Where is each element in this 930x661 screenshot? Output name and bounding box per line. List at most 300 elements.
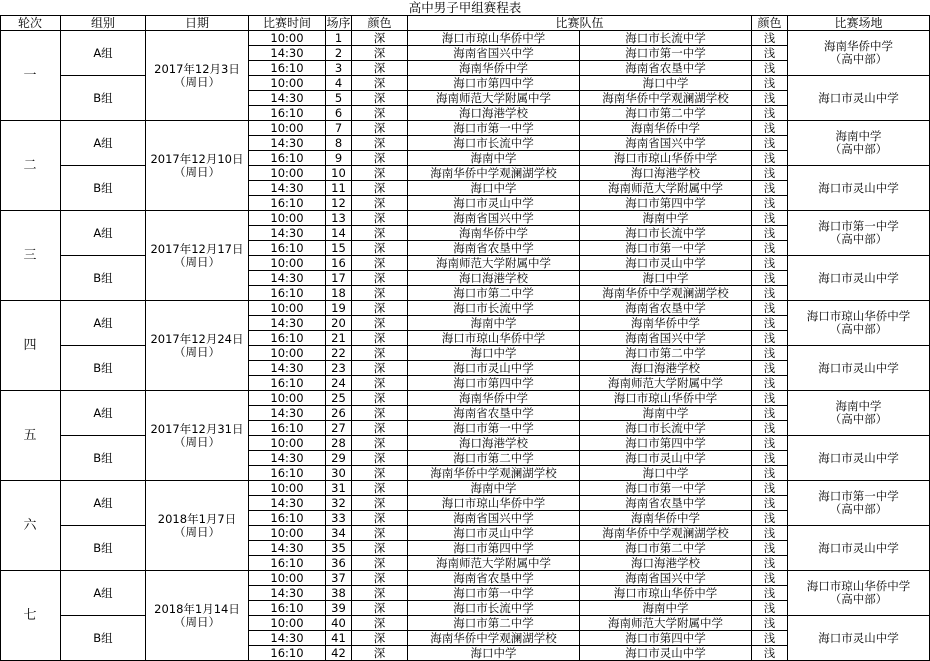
match-color-home: 深 — [352, 181, 408, 196]
match-away-team: 海南省国兴中学 — [580, 331, 752, 346]
match-color-home: 深 — [352, 631, 408, 646]
match-color-away: 浅 — [752, 61, 788, 76]
match-color-away: 浅 — [752, 376, 788, 391]
match-color-away: 浅 — [752, 436, 788, 451]
match-away-team: 海南中学 — [580, 406, 752, 421]
venue-cell — [788, 301, 930, 346]
match-color-away: 浅 — [752, 271, 788, 286]
match-color-away: 浅 — [752, 181, 788, 196]
match-no: 14 — [326, 226, 352, 241]
venue-cell — [788, 616, 930, 661]
venue-cell-line: 海南华侨中学 — [824, 39, 893, 53]
match-home-team: 海口市第一中学 — [408, 121, 580, 136]
match-color-away: 浅 — [752, 391, 788, 406]
match-no: 8 — [326, 136, 352, 151]
round-date — [146, 121, 249, 211]
match-color-home: 深 — [352, 616, 408, 631]
match-home-team: 海南师范大学附属中学 — [408, 91, 580, 106]
match-no: 10 — [326, 166, 352, 181]
match-no: 37 — [326, 571, 352, 586]
match-away-team: 海南华侨中学观澜湖学校 — [580, 286, 752, 301]
match-no: 19 — [326, 301, 352, 316]
match-color-away: 浅 — [752, 331, 788, 346]
match-color-home: 深 — [352, 571, 408, 586]
match-color-home: 深 — [352, 166, 408, 181]
match-time: 16:10 — [249, 466, 326, 481]
match-no: 28 — [326, 436, 352, 451]
match-no: 34 — [326, 526, 352, 541]
venue-cell-line: 海口市灵山中学 — [818, 360, 899, 375]
venue-cell-line: 海口市第一中学 — [818, 489, 899, 503]
match-time: 16:10 — [249, 196, 326, 211]
match-color-home: 深 — [352, 316, 408, 331]
match-no: 5 — [326, 91, 352, 106]
match-home-team: 海南中学 — [408, 151, 580, 166]
match-away-team: 海口市第四中学 — [580, 436, 752, 451]
group-label: A组 — [61, 31, 146, 76]
match-time: 10:00 — [249, 571, 326, 586]
match-color-home: 深 — [352, 406, 408, 421]
match-time: 10:00 — [249, 481, 326, 496]
match-color-home: 深 — [352, 646, 408, 661]
match-time: 16:10 — [249, 106, 326, 121]
round-label: 二 — [0, 121, 61, 211]
venue-cell-line: 海口市灵山中学 — [818, 90, 899, 105]
match-time: 16:10 — [249, 556, 326, 571]
match-no: 39 — [326, 601, 352, 616]
match-away-team: 海南华侨中学观澜湖学校 — [580, 91, 752, 106]
match-no: 13 — [326, 211, 352, 226]
round-date — [146, 481, 249, 571]
match-home-team: 海口市第四中学 — [408, 76, 580, 91]
match-away-team: 海口市第二中学 — [580, 541, 752, 556]
match-color-away: 浅 — [752, 346, 788, 361]
match-home-team: 海口海港学校 — [408, 106, 580, 121]
venue-cell-line: （高中部） — [829, 592, 888, 606]
match-home-team: 海口市第二中学 — [408, 286, 580, 301]
venue-cell — [788, 31, 930, 76]
match-no: 17 — [326, 271, 352, 286]
match-home-team: 海口市灵山中学 — [408, 526, 580, 541]
venue-cell — [788, 526, 930, 571]
venue-cell-line: （高中部） — [829, 52, 888, 66]
match-away-team: 海口市第二中学 — [580, 106, 752, 121]
match-color-away: 浅 — [752, 466, 788, 481]
group-label: A组 — [61, 301, 146, 346]
match-away-team: 海口中学 — [580, 76, 752, 91]
header-time: 比赛时间 — [249, 16, 326, 31]
match-home-team: 海口中学 — [408, 646, 580, 661]
group-label: B组 — [61, 346, 146, 391]
match-color-home: 深 — [352, 61, 408, 76]
match-away-team: 海口市第一中学 — [580, 46, 752, 61]
match-color-away: 浅 — [752, 256, 788, 271]
match-time: 10:00 — [249, 346, 326, 361]
match-time: 14:30 — [249, 181, 326, 196]
table-left-border — [0, 16, 1, 660]
match-no: 42 — [326, 646, 352, 661]
match-time: 10:00 — [249, 256, 326, 271]
match-away-team: 海口市琼山华侨中学 — [580, 391, 752, 406]
match-time: 16:10 — [249, 151, 326, 166]
match-no: 7 — [326, 121, 352, 136]
round-date-line: 2017年12月3日 — [154, 61, 240, 76]
match-color-away: 浅 — [752, 31, 788, 46]
venue-cell-line: （高中部） — [829, 142, 888, 156]
match-away-team: 海南师范大学附属中学 — [580, 616, 752, 631]
round-date-line: （周日） — [174, 74, 220, 89]
match-time: 16:10 — [249, 286, 326, 301]
match-color-away: 浅 — [752, 121, 788, 136]
match-away-team: 海南师范大学附属中学 — [580, 181, 752, 196]
match-time: 14:30 — [249, 271, 326, 286]
match-away-team: 海口市灵山中学 — [580, 451, 752, 466]
match-color-home: 深 — [352, 541, 408, 556]
match-color-home: 深 — [352, 586, 408, 601]
match-away-team: 海口市琼山华侨中学 — [580, 151, 752, 166]
match-time: 10:00 — [249, 31, 326, 46]
match-away-team: 海南省农垦中学 — [580, 301, 752, 316]
match-time: 10:00 — [249, 121, 326, 136]
match-no: 1 — [326, 31, 352, 46]
header-date: 日期 — [146, 16, 249, 31]
match-home-team: 海南华侨中学观澜湖学校 — [408, 631, 580, 646]
match-time: 10:00 — [249, 301, 326, 316]
match-away-team: 海南华侨中学 — [580, 316, 752, 331]
round-date-line: 2017年12月10日 — [150, 151, 244, 166]
round-date — [146, 31, 249, 121]
match-color-home: 深 — [352, 151, 408, 166]
venue-cell — [788, 211, 930, 256]
venue-cell — [788, 256, 930, 301]
match-time: 10:00 — [249, 391, 326, 406]
match-time: 16:10 — [249, 646, 326, 661]
match-no: 20 — [326, 316, 352, 331]
match-no: 6 — [326, 106, 352, 121]
round-date-line: 2017年12月24日 — [150, 331, 244, 346]
venue-cell-line: 海口市灵山中学 — [818, 450, 899, 465]
match-away-team: 海口海港学校 — [580, 361, 752, 376]
match-time: 14:30 — [249, 586, 326, 601]
match-away-team: 海口市第一中学 — [580, 481, 752, 496]
match-home-team: 海口市第一中学 — [408, 586, 580, 601]
match-color-away: 浅 — [752, 106, 788, 121]
match-time: 14:30 — [249, 91, 326, 106]
match-color-away: 浅 — [752, 601, 788, 616]
header-venue: 比赛场地 — [788, 16, 930, 31]
match-color-home: 深 — [352, 376, 408, 391]
header-group: 组别 — [61, 16, 146, 31]
match-home-team: 海口市第四中学 — [408, 376, 580, 391]
match-color-away: 浅 — [752, 211, 788, 226]
round-label: 六 — [0, 481, 61, 571]
match-color-home: 深 — [352, 226, 408, 241]
match-no: 9 — [326, 151, 352, 166]
match-home-team: 海南师范大学附属中学 — [408, 556, 580, 571]
match-home-team: 海南华侨中学 — [408, 391, 580, 406]
match-color-away: 浅 — [752, 286, 788, 301]
group-label: A组 — [61, 481, 146, 526]
group-label: B组 — [61, 76, 146, 121]
match-color-away: 浅 — [752, 76, 788, 91]
round-label: 七 — [0, 571, 61, 661]
match-time: 14:30 — [249, 226, 326, 241]
match-home-team: 海口市长流中学 — [408, 301, 580, 316]
match-home-team: 海南省国兴中学 — [408, 511, 580, 526]
match-away-team: 海口市第二中学 — [580, 346, 752, 361]
match-no: 26 — [326, 406, 352, 421]
match-no: 32 — [326, 496, 352, 511]
venue-cell-line: （高中部） — [829, 412, 888, 426]
venue-cell-line: 海口市灵山中学 — [818, 180, 899, 195]
match-away-team: 海口市灵山中学 — [580, 646, 752, 661]
match-home-team: 海南中学 — [408, 481, 580, 496]
match-color-home: 深 — [352, 451, 408, 466]
match-color-away: 浅 — [752, 526, 788, 541]
match-color-home: 深 — [352, 421, 408, 436]
match-color-away: 浅 — [752, 541, 788, 556]
match-color-home: 深 — [352, 331, 408, 346]
match-away-team: 海南华侨中学 — [580, 511, 752, 526]
round-date-line: 2018年1月7日 — [157, 511, 237, 526]
match-no: 12 — [326, 196, 352, 211]
match-away-team: 海口市第四中学 — [580, 631, 752, 646]
venue-cell — [788, 166, 930, 211]
venue-cell — [788, 346, 930, 391]
round-date-line: （周日） — [174, 164, 220, 179]
match-color-home: 深 — [352, 361, 408, 376]
match-no: 23 — [326, 361, 352, 376]
match-color-home: 深 — [352, 91, 408, 106]
round-date-line: （周日） — [174, 254, 220, 269]
venue-cell-line: 海口市灵山中学 — [818, 630, 899, 645]
match-home-team: 海口市第二中学 — [408, 616, 580, 631]
round-date — [146, 211, 249, 301]
match-color-home: 深 — [352, 301, 408, 316]
match-color-home: 深 — [352, 46, 408, 61]
match-away-team: 海口海港学校 — [580, 166, 752, 181]
match-away-team: 海南华侨中学观澜湖学校 — [580, 526, 752, 541]
match-time: 14:30 — [249, 46, 326, 61]
match-color-away: 浅 — [752, 406, 788, 421]
match-no: 22 — [326, 346, 352, 361]
match-home-team: 海口市长流中学 — [408, 601, 580, 616]
match-time: 14:30 — [249, 496, 326, 511]
venue-cell — [788, 571, 930, 616]
match-color-home: 深 — [352, 511, 408, 526]
match-time: 10:00 — [249, 616, 326, 631]
match-color-away: 浅 — [752, 136, 788, 151]
match-color-home: 深 — [352, 391, 408, 406]
match-no: 15 — [326, 241, 352, 256]
match-home-team: 海南省农垦中学 — [408, 406, 580, 421]
match-away-team: 海口市灵山中学 — [580, 256, 752, 271]
match-away-team: 海口市第一中学 — [580, 241, 752, 256]
group-label: B组 — [61, 526, 146, 571]
group-label: A组 — [61, 391, 146, 436]
match-time: 14:30 — [249, 361, 326, 376]
match-color-away: 浅 — [752, 301, 788, 316]
match-time: 16:10 — [249, 601, 326, 616]
group-label: A组 — [61, 211, 146, 256]
match-color-away: 浅 — [752, 586, 788, 601]
group-label: B组 — [61, 166, 146, 211]
match-time: 14:30 — [249, 136, 326, 151]
match-color-home: 深 — [352, 286, 408, 301]
match-no: 33 — [326, 511, 352, 526]
match-time: 10:00 — [249, 526, 326, 541]
match-color-away: 浅 — [752, 616, 788, 631]
match-time: 14:30 — [249, 631, 326, 646]
match-color-home: 深 — [352, 526, 408, 541]
match-no: 41 — [326, 631, 352, 646]
venue-cell-line: 海口市琼山华侨中学 — [806, 309, 911, 323]
match-color-home: 深 — [352, 211, 408, 226]
match-color-home: 深 — [352, 106, 408, 121]
match-no: 31 — [326, 481, 352, 496]
match-color-home: 深 — [352, 346, 408, 361]
match-away-team: 海南师范大学附属中学 — [580, 376, 752, 391]
match-color-away: 浅 — [752, 496, 788, 511]
match-time: 16:10 — [249, 331, 326, 346]
match-home-team: 海口市灵山中学 — [408, 196, 580, 211]
match-away-team: 海南中学 — [580, 601, 752, 616]
match-away-team: 海口海港学校 — [580, 556, 752, 571]
round-label: 一 — [0, 31, 61, 121]
match-away-team: 海南省国兴中学 — [580, 136, 752, 151]
group-label: A组 — [61, 121, 146, 166]
match-color-away: 浅 — [752, 241, 788, 256]
match-home-team: 海南省农垦中学 — [408, 241, 580, 256]
match-home-team: 海南省国兴中学 — [408, 211, 580, 226]
match-home-team: 海口市琼山华侨中学 — [408, 331, 580, 346]
match-color-away: 浅 — [752, 46, 788, 61]
match-home-team: 海口海港学校 — [408, 436, 580, 451]
match-color-home: 深 — [352, 601, 408, 616]
match-color-home: 深 — [352, 136, 408, 151]
match-time: 16:10 — [249, 61, 326, 76]
match-color-away: 浅 — [752, 646, 788, 661]
match-color-away: 浅 — [752, 91, 788, 106]
match-home-team: 海口海港学校 — [408, 271, 580, 286]
venue-cell-line: （高中部） — [829, 322, 888, 336]
match-color-away: 浅 — [752, 166, 788, 181]
match-no: 21 — [326, 331, 352, 346]
match-away-team: 海口中学 — [580, 271, 752, 286]
header-round: 轮次 — [0, 16, 61, 31]
match-no: 25 — [326, 391, 352, 406]
venue-cell-line: （高中部） — [829, 232, 888, 246]
match-color-home: 深 — [352, 271, 408, 286]
header-teams: 比赛队伍 — [408, 16, 752, 31]
match-home-team: 海口市第二中学 — [408, 451, 580, 466]
round-label: 三 — [0, 211, 61, 301]
match-no: 4 — [326, 76, 352, 91]
match-color-home: 深 — [352, 121, 408, 136]
header-color-away: 颜色 — [752, 16, 788, 31]
round-label: 四 — [0, 301, 61, 391]
group-label: A组 — [61, 571, 146, 616]
round-date — [146, 391, 249, 481]
match-away-team: 海口市琼山华侨中学 — [580, 586, 752, 601]
match-away-team: 海南省农垦中学 — [580, 61, 752, 76]
match-away-team: 海口市长流中学 — [580, 226, 752, 241]
round-date-line: 2017年12月31日 — [150, 421, 244, 436]
match-time: 10:00 — [249, 76, 326, 91]
match-home-team: 海南中学 — [408, 316, 580, 331]
match-time: 14:30 — [249, 406, 326, 421]
match-color-home: 深 — [352, 481, 408, 496]
match-home-team: 海口市琼山华侨中学 — [408, 496, 580, 511]
match-color-away: 浅 — [752, 421, 788, 436]
match-away-team: 海口市第四中学 — [580, 196, 752, 211]
round-date-line: （周日） — [174, 524, 220, 539]
round-date-line: （周日） — [174, 344, 220, 359]
match-home-team: 海口市琼山华侨中学 — [408, 31, 580, 46]
match-no: 29 — [326, 451, 352, 466]
match-away-team: 海口中学 — [580, 466, 752, 481]
match-color-home: 深 — [352, 241, 408, 256]
round-date-line: （周日） — [174, 614, 220, 629]
match-home-team: 海南华侨中学 — [408, 226, 580, 241]
round-date-line: （周日） — [174, 434, 220, 449]
match-time: 16:10 — [249, 421, 326, 436]
match-time: 14:30 — [249, 451, 326, 466]
match-time: 16:10 — [249, 376, 326, 391]
venue-cell-line: 海口市灵山中学 — [818, 270, 899, 285]
match-no: 24 — [326, 376, 352, 391]
round-label: 五 — [0, 391, 61, 481]
match-time: 10:00 — [249, 166, 326, 181]
match-no: 38 — [326, 586, 352, 601]
match-color-away: 浅 — [752, 196, 788, 211]
match-no: 18 — [326, 286, 352, 301]
venue-cell-line: 海口市第一中学 — [818, 219, 899, 233]
match-color-away: 浅 — [752, 151, 788, 166]
group-label: B组 — [61, 256, 146, 301]
venue-cell-line: （高中部） — [829, 502, 888, 516]
match-color-away: 浅 — [752, 316, 788, 331]
match-no: 11 — [326, 181, 352, 196]
match-home-team: 海南华侨中学观澜湖学校 — [408, 466, 580, 481]
match-color-home: 深 — [352, 466, 408, 481]
venue-cell-line: 海南中学 — [835, 129, 882, 143]
match-no: 36 — [326, 556, 352, 571]
match-no: 40 — [326, 616, 352, 631]
group-label: B组 — [61, 616, 146, 661]
match-home-team: 海南华侨中学 — [408, 61, 580, 76]
match-no: 30 — [326, 466, 352, 481]
group-label: B组 — [61, 436, 146, 481]
match-color-home: 深 — [352, 436, 408, 451]
venue-cell — [788, 481, 930, 526]
match-color-away: 浅 — [752, 511, 788, 526]
match-no: 16 — [326, 256, 352, 271]
match-away-team: 海口市长流中学 — [580, 421, 752, 436]
match-home-team: 海口市第一中学 — [408, 421, 580, 436]
match-color-away: 浅 — [752, 481, 788, 496]
match-color-away: 浅 — [752, 631, 788, 646]
match-home-team: 海南省农垦中学 — [408, 571, 580, 586]
match-home-team: 海口中学 — [408, 346, 580, 361]
match-time: 16:10 — [249, 241, 326, 256]
venue-cell-line: 海南中学 — [835, 399, 882, 413]
venue-cell-line: 海口市琼山华侨中学 — [806, 579, 911, 593]
match-away-team: 海南华侨中学 — [580, 121, 752, 136]
round-date — [146, 571, 249, 661]
venue-cell — [788, 436, 930, 481]
venue-cell — [788, 391, 930, 436]
